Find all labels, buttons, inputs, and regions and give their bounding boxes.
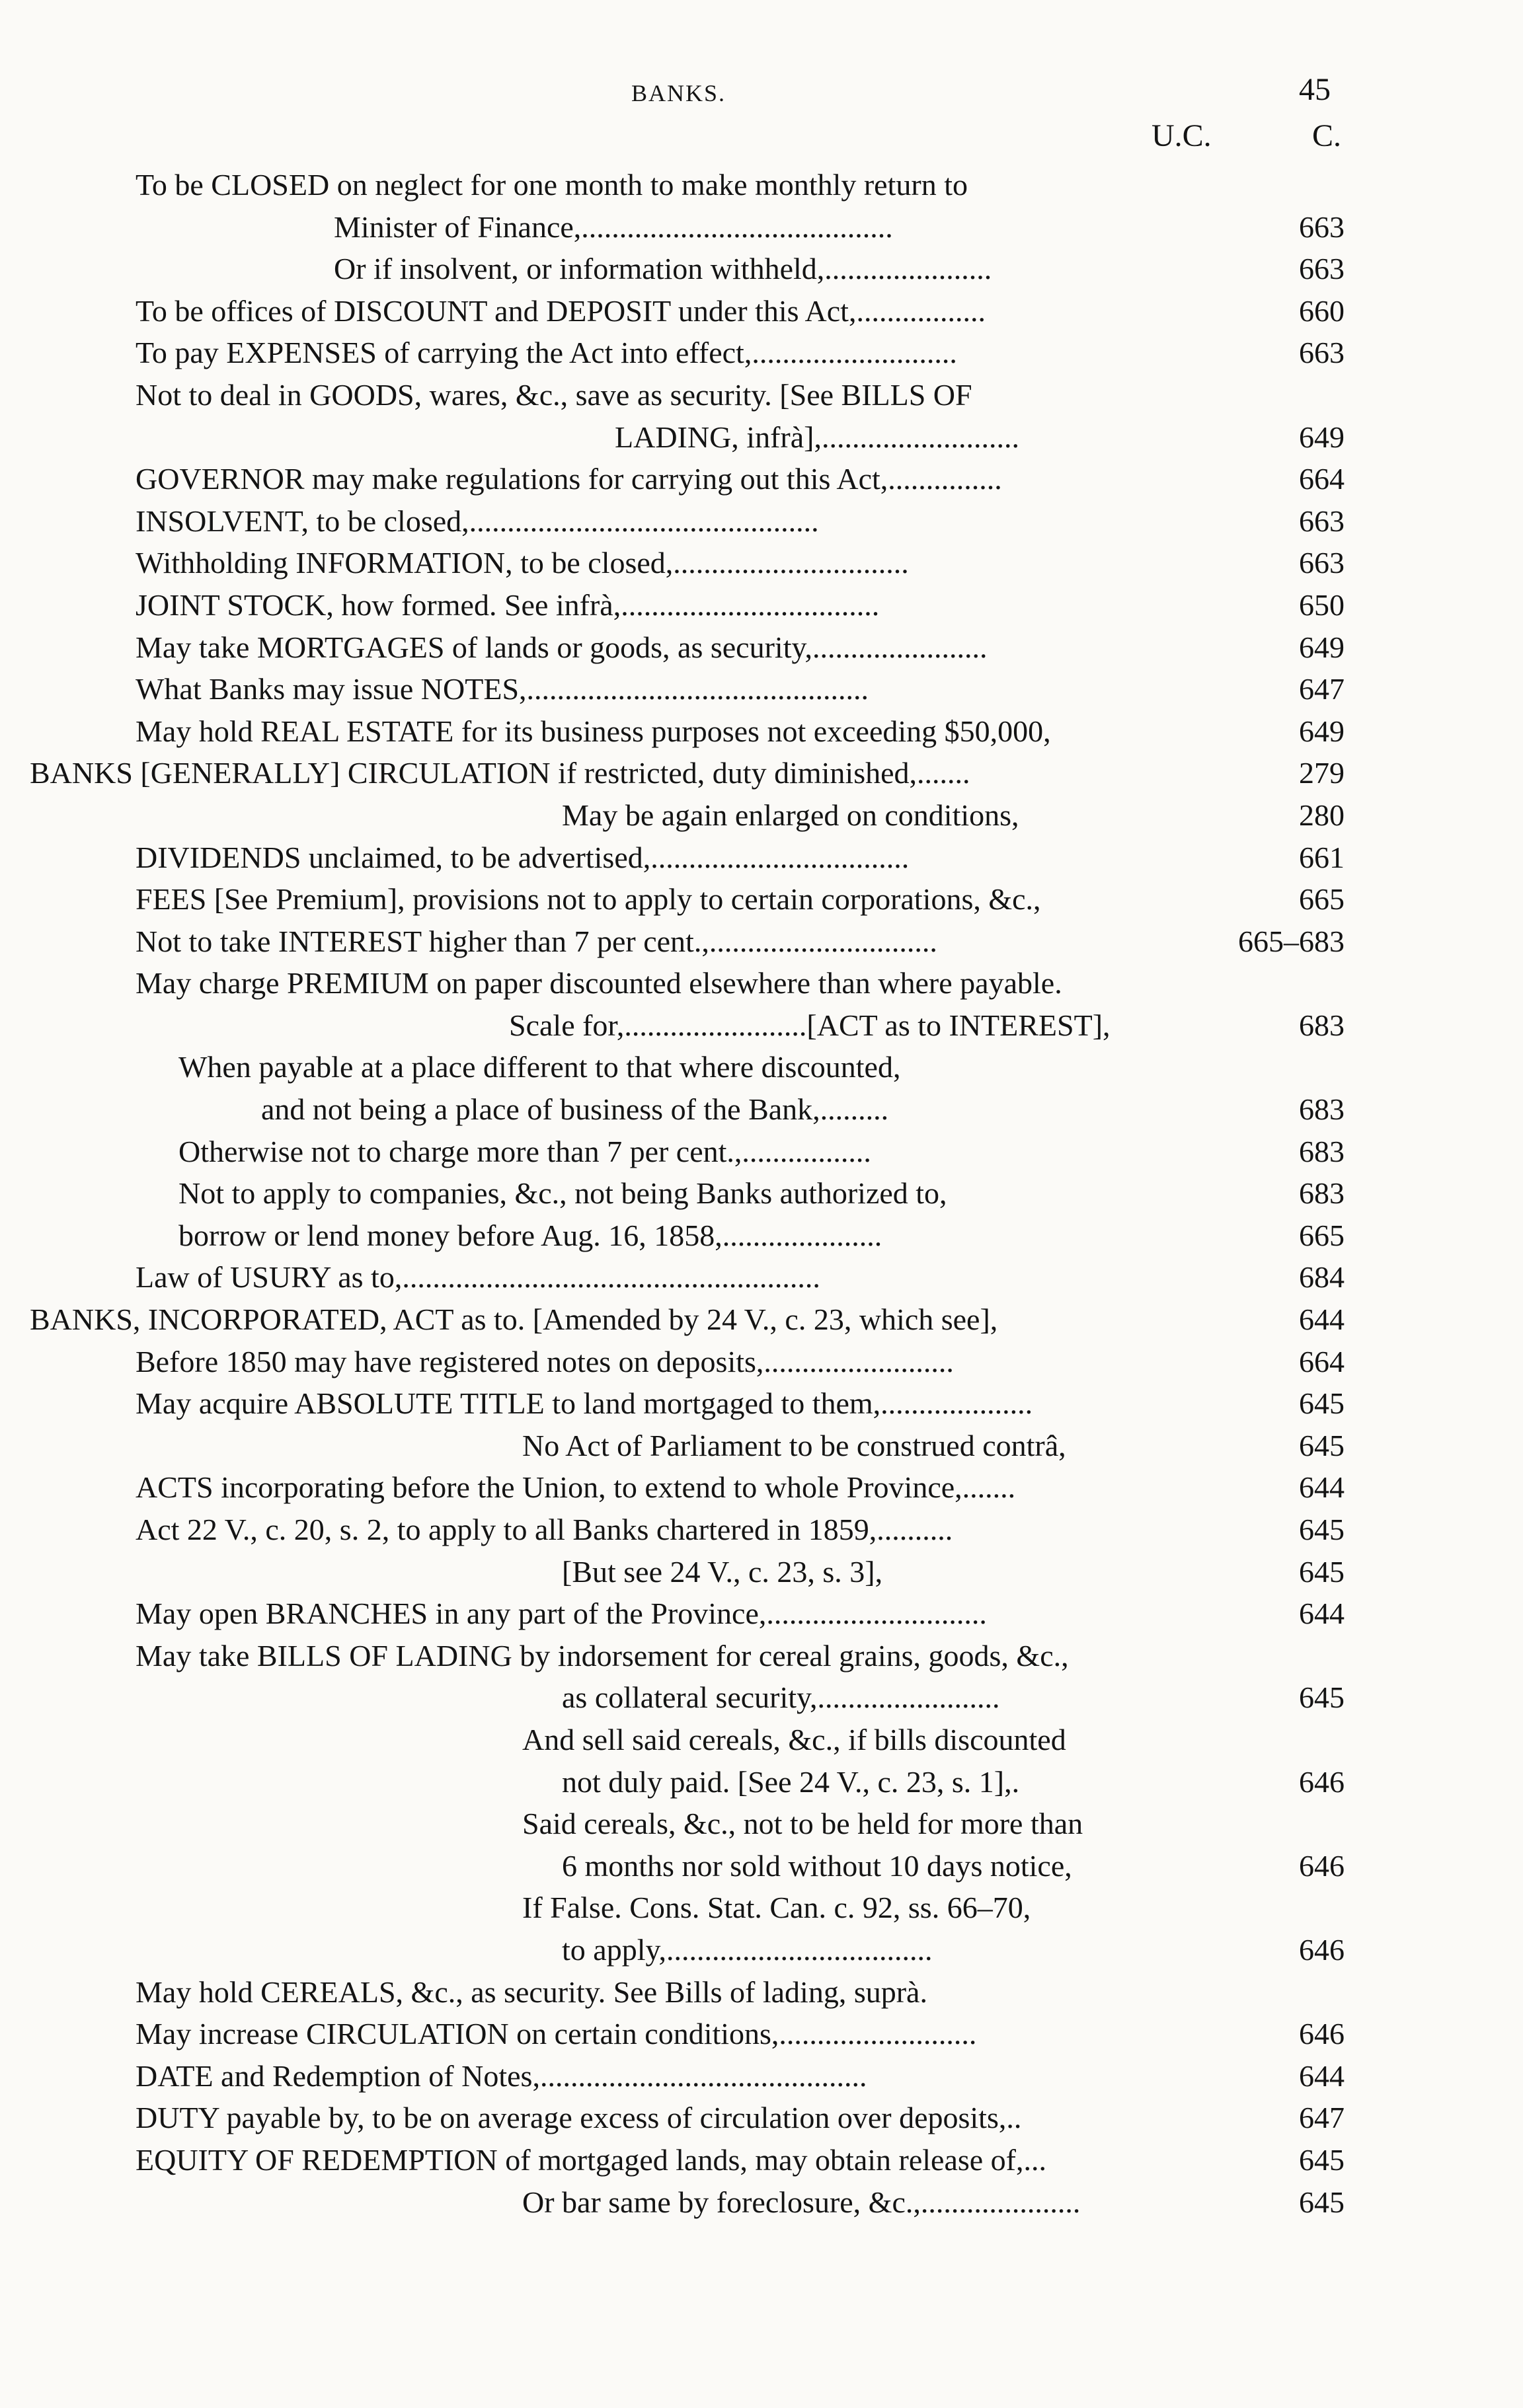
index-entry-row [0,1382,1523,1425]
index-entry-row [0,2013,1523,2055]
running-head: BANKS. [631,80,726,106]
index-entry-text: May acquire ABSOLUTE TITLE to land mortgaged to them,.................... [136,1386,1033,1421]
index-entry-page: 664 [1299,462,1345,496]
index-entry-row [0,1004,1523,1047]
index-entry-row [0,1509,1523,1551]
index-entry-text: Or bar same by foreclosure, &c.,..................... [522,2185,1081,2219]
index-entry-page: 663 [1299,504,1345,538]
index-entry-text: Law of USURY as to,....................................................... [136,1260,820,1295]
index-entry-page: 646 [1299,1848,1345,1883]
index-entry-text: Not to take INTEREST higher than 7 per cent.,.............................. [136,924,937,958]
index-entry-page: 646 [1299,1932,1345,1967]
index-entry-page: 644 [1299,2058,1345,2093]
index-entry-row [0,1131,1523,1173]
index-entry-row [0,1088,1523,1131]
index-entry-page: 645 [1299,1386,1345,1421]
index-entry-row [0,458,1523,500]
index-entry-text: Otherwise not to charge more than 7 per cent.,................. [178,1134,871,1168]
index-entry-row [0,1929,1523,1971]
index-entry-row [0,668,1523,710]
index-entry-text: and not being a place of business of the Bank,......... [261,1092,889,1127]
index-entry-text: Said cereals, &c., not to be held for more than [522,1807,1083,1841]
index-entry-text: Withholding INFORMATION, to be closed,............................... [136,546,909,580]
index-entry-page: 650 [1299,587,1345,622]
index-entry-text: Not to apply to companies, &c., not being Banks authorized to, [178,1176,947,1211]
index-entry-row [0,1215,1523,1257]
index-entry-text: Act 22 V., c. 20, s. 2, to apply to all Banks chartered in 1859,.......... [136,1513,953,1546]
index-entry-row [0,1341,1523,1383]
index-entry-page: 683 [1299,1008,1345,1042]
index-entry-text: When payable at a place different to that where discounted, [178,1050,901,1084]
index-entry-page: 660 [1299,293,1345,328]
index-entry-row [0,921,1523,963]
index-entry-page: 661 [1299,840,1345,874]
index-entry-page: 649 [1299,714,1345,748]
index-entry-row [0,332,1523,374]
index-entry-text: BANKS, INCORPORATED, ACT as to. [Amended by 24 V., c. 23, which see], [30,1302,998,1337]
index-entry-page: 649 [1299,420,1345,454]
index-entry-page: 665 [1299,882,1345,917]
index-entry-row [0,1971,1523,2013]
index-entry-text: [But see 24 V., c. 23, s. 3], [562,1554,883,1589]
index-entry-text: LADING, infrà],.......................... [615,420,1019,454]
index-entry-text: May hold REAL ESTATE for its business purposes not exceeding $50,000, [136,714,1051,748]
index-entry-page: 663 [1299,209,1345,244]
index-entry-row [0,2139,1523,2181]
index-entry-page: 280 [1299,798,1345,832]
index-entry-row [0,752,1523,794]
index-entry-page: 665–683 [1238,924,1345,958]
index-entry-text: May be again enlarged on conditions, [562,798,1019,832]
index-entry-row [0,626,1523,669]
index-entry-text: To be offices of DISCOUNT and DEPOSIT under this Act,................. [136,293,986,328]
index-entry-row [0,1256,1523,1298]
index-entry-page: 644 [1299,1597,1345,1631]
index-entry-text: May open BRANCHES in any part of the Province,............................. [136,1597,987,1631]
index-entry-row [0,2055,1523,2097]
index-entry-text: 6 months nor sold without 10 days notice, [562,1848,1072,1883]
index-entry-text: as collateral security,........................ [562,1680,1000,1715]
index-entry-text: Before 1850 may have registered notes on deposits,......................... [136,1344,954,1378]
index-entry-text: Minister of Finance,......................................... [334,209,893,244]
index-entry-text: ACTS incorporating before the Union, to extend to whole Province,....... [136,1470,1016,1505]
index-entry-page: 665 [1299,1218,1345,1252]
index-entry-text: To pay EXPENSES of carrying the Act into effect,........................... [136,336,957,370]
index-entry-row [0,1635,1523,1677]
index-entry-text: If False. Cons. Stat. Can. c. 92, ss. 66–70, [522,1891,1031,1925]
column-header-c: C. [1312,118,1342,153]
index-entry-text: EQUITY OF REDEMPTION of mortgaged lands, may obtain release of,... [136,2142,1047,2177]
index-entry-text: May take BILLS OF LADING by indorsement for cereal grains, goods, &c., [136,1638,1069,1673]
index-entry-page: 279 [1299,756,1345,790]
index-entry-page: 645 [1299,2142,1345,2177]
index-entry-row [0,1466,1523,1509]
index-entry-row [0,1803,1523,1845]
index-entry-row [0,1298,1523,1341]
index-entry-text: to apply,................................... [562,1932,933,1967]
index-entry-row [0,374,1523,416]
index-entry-text: GOVERNOR may make regulations for carrying out this Act,............... [136,462,1002,496]
index-entry-page: 684 [1299,1260,1345,1295]
index-entry-row [0,878,1523,921]
index-entry-row [0,1425,1523,1467]
index-entry-page: 644 [1299,1470,1345,1505]
index-entry-text: No Act of Parliament to be construed contrâ, [522,1428,1066,1462]
index-entry-row [0,248,1523,290]
index-entry-text: FEES [See Premium], provisions not to apply to certain corporations, &c., [136,882,1041,917]
index-entry-page: 663 [1299,546,1345,580]
index-entry-row [0,1551,1523,1593]
page-number: 45 [1299,72,1331,107]
index-entry-text: JOINT STOCK, how formed. See infrà,.................................. [136,587,880,622]
index-entry-page: 683 [1299,1134,1345,1168]
index-entry-page: 649 [1299,630,1345,664]
index-entry-page: 646 [1299,1764,1345,1799]
index-entry-text: Scale for,........................[ACT as to INTEREST], [509,1008,1111,1042]
index-entry-row [0,500,1523,543]
index-entry-page: 683 [1299,1092,1345,1127]
index-entry-row [0,1761,1523,1803]
index-entry-text: INSOLVENT, to be closed,.............................................. [136,504,819,538]
index-entries [0,164,1523,2223]
index-entry-page: 645 [1299,1680,1345,1715]
index-entry-page: 645 [1299,1554,1345,1589]
index-entry-row [0,1845,1523,1887]
index-entry-row [0,2181,1523,2224]
index-entry-page: 645 [1299,2185,1345,2219]
index-entry-text: May increase CIRCULATION on certain conditions,.......................... [136,2017,977,2051]
index-entry-text: May charge PREMIUM on paper discounted elsewhere than where payable. [136,966,1062,1000]
index-entry-row [0,542,1523,584]
index-entry-text: DATE and Redemption of Notes,........................................... [136,2058,867,2093]
index-entry-page: 646 [1299,2017,1345,2051]
index-entry-row [0,1887,1523,1929]
index-entry-row [0,710,1523,753]
index-entry-page: 647 [1299,672,1345,706]
index-entry-row [0,416,1523,459]
index-entry-text: DUTY payable by, to be on average excess of circulation over deposits,.. [136,2101,1022,2135]
index-entry-row [0,1719,1523,1761]
index-entry-row [0,837,1523,879]
index-entry-row [0,794,1523,837]
index-entry-row [0,164,1523,206]
index-entry-text: Not to deal in GOODS, wares, &c., save as security. [See BILLS OF [136,377,972,412]
column-header-uc: U.C. [1152,118,1212,153]
index-entry-text: Or if insolvent, or information withheld,...................... [334,252,992,286]
index-entry-row [0,584,1523,626]
index-entry-page: 663 [1299,252,1345,286]
index-entry-text: What Banks may issue NOTES,............................................. [136,672,869,706]
index-entry-row [0,1676,1523,1719]
index-entry-text: borrow or lend money before Aug. 16, 1858,..................... [178,1218,882,1252]
index-entry-text: And sell said cereals, &c., if bills discounted [522,1722,1066,1756]
index-entry-row [0,2097,1523,2139]
index-entry-page: 647 [1299,2101,1345,2135]
index-entry-text: May hold CEREALS, &c., as security. See Bills of lading, suprà. [136,1975,927,2009]
index-entry-row [0,962,1523,1004]
index-entry-text: DIVIDENDS unclaimed, to be advertised,.................................. [136,840,910,874]
index-entry-text: To be CLOSED on neglect for one month to make monthly return to [136,168,968,202]
index-entry-text: May take MORTGAGES of lands or goods, as security,....................... [136,630,988,664]
index-entry-row [0,1172,1523,1215]
index-entry-row [0,290,1523,332]
index-entry-page: 645 [1299,1513,1345,1546]
index-entry-text: BANKS [GENERALLY] CIRCULATION if restricted, duty diminished,....... [30,756,970,790]
index-entry-row [0,206,1523,248]
index-entry-row [0,1593,1523,1635]
index-entry-page: 664 [1299,1344,1345,1378]
index-entry-page: 644 [1299,1302,1345,1337]
index-entry-page: 683 [1299,1176,1345,1211]
index-entry-page: 645 [1299,1428,1345,1462]
index-entry-page: 663 [1299,336,1345,370]
index-entry-text: not duly paid. [See 24 V., c. 23, s. 1],. [562,1764,1020,1799]
index-entry-row [0,1046,1523,1088]
